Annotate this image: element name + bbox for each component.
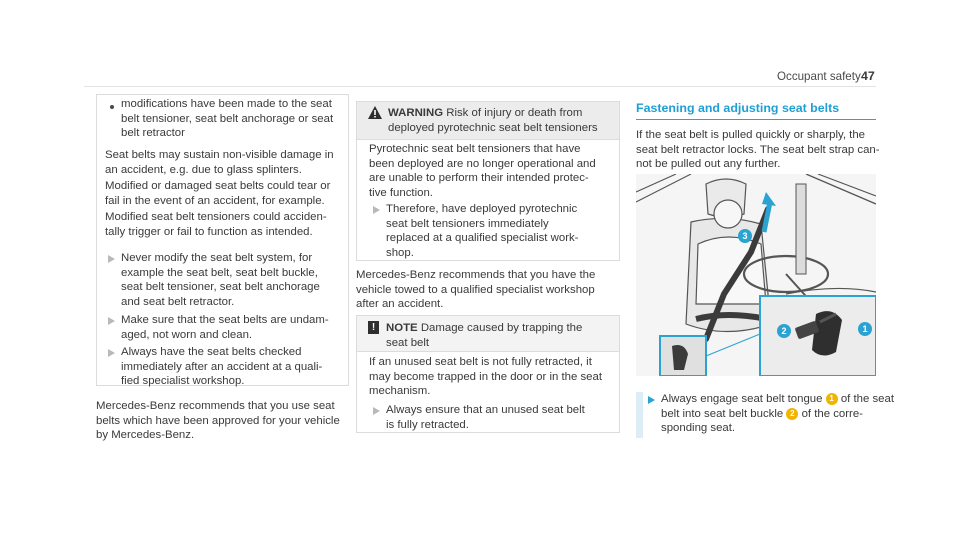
paragraph: Modified or damaged seat belts could tear or fail in the event of an accident, for example.: [105, 180, 331, 207]
step-item: Always ensure that an unused seat belt is fully retracted.: [386, 404, 585, 431]
seat-belt-illustration: [636, 174, 876, 376]
note-exclamation-icon: !: [368, 321, 379, 334]
step-arrow-icon: [373, 206, 380, 214]
step-item: Always have the seat belts checked immediately after an accident at a quali- fied specialist workshop.: [121, 346, 323, 388]
callout-2: 2: [777, 324, 791, 338]
page-number: 47: [861, 69, 875, 83]
note-body: If an unused seat belt is not fully retracted, it may become trapped in the door or in the seat mechanism.: [369, 356, 603, 398]
step-arrow-icon: [108, 349, 115, 357]
callout-3: 3: [738, 229, 752, 243]
header-rule: [84, 86, 876, 87]
note-heading: NOTE Damage caused by trapping the seat belt: [386, 322, 583, 349]
tongue-badge: 1: [826, 393, 838, 405]
running-header-title: Occupant safety: [777, 70, 861, 83]
step-item: Make sure that the seat belts are undam- aged, not worn and clean.: [121, 314, 329, 341]
step-item: Never modify the seat belt system, for example the seat belt, seat belt buckle, seat belt tensioner, seat belt anchorage and seat belt retractor.: [121, 252, 320, 308]
note-label: NOTE: [386, 322, 418, 334]
paragraph: Seat belts may sustain non-visible damage in an accident, e.g. due to glass splinters.: [105, 149, 334, 176]
step-arrow-icon: [373, 407, 380, 415]
bullet-item: modifications have been made to the seat belt tensioner, seat belt anchorage or seat belt retractor: [121, 98, 334, 140]
step-item: Therefore, have deployed pyrotechnic seat belt tensioners immediately replaced at a qualified specialist work- shop.: [386, 203, 579, 259]
bullet-dot: [110, 105, 114, 109]
warning-label: WARNING: [388, 107, 444, 119]
step-arrow-icon: [108, 317, 115, 325]
step-arrow-icon: [648, 396, 655, 404]
section-rule: [636, 119, 876, 120]
callout-1: 1: [858, 322, 872, 336]
step-item: Always engage seat belt tongue 1 of the seat belt into seat belt buckle 2 of the corre- sponding seat.: [661, 393, 895, 435]
intro-paragraph: If the seat belt is pulled quickly or sharply, the seat belt retractor locks. The seat belt strap can- not be pulled out any further.: [636, 129, 880, 171]
buckle-badge: 2: [786, 408, 798, 420]
paragraph: Mercedes-Benz recommends that you use seat belts which have been approved for your vehicle by Mercedes-Benz.: [96, 400, 340, 442]
paragraph: Modified seat belt tensioners could acciden- tally trigger or fail to function as intended.: [105, 211, 327, 238]
warning-body: Pyrotechnic seat belt tensioners that have been deployed are no longer operational and are unable to perform their intended protec- tive function.: [369, 143, 596, 199]
step-arrow-icon: [108, 255, 115, 263]
warning-triangle-icon: [368, 106, 382, 119]
section-title: Fastening and adjusting seat belts: [636, 101, 840, 115]
warning-heading: WARNING Risk of injury or death from deployed pyrotechnic seat belt tensioners: [388, 107, 598, 134]
seat-belt-drawing: [636, 174, 876, 376]
paragraph: Mercedes-Benz recommends that you have the vehicle towed to a qualified specialist workshop after an accident.: [356, 269, 596, 311]
step-highlight-bar: [636, 392, 643, 438]
